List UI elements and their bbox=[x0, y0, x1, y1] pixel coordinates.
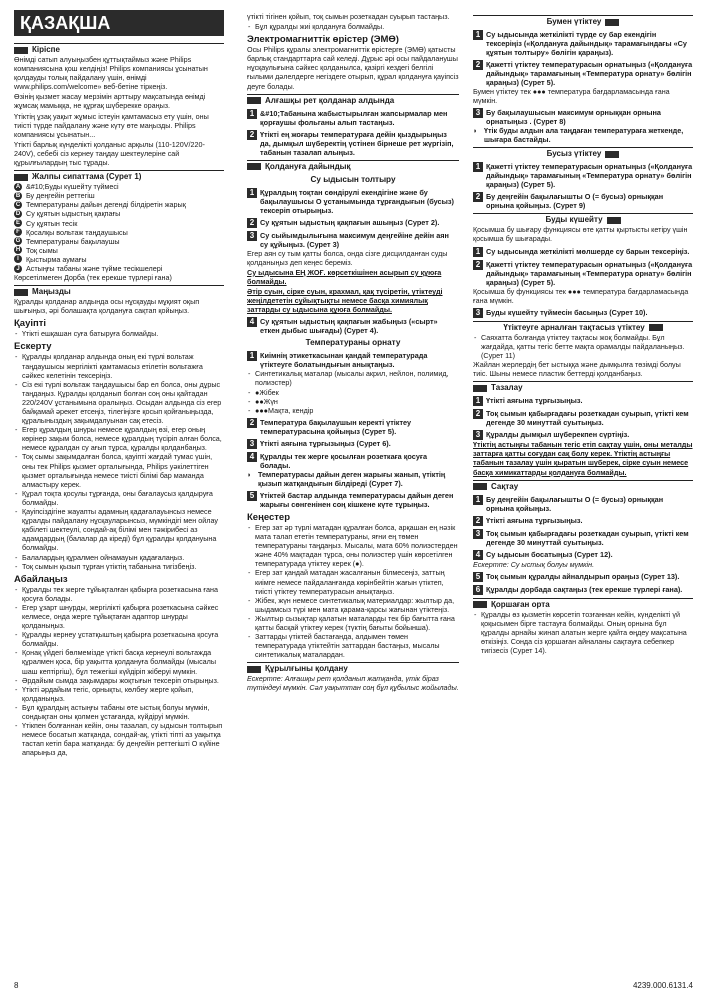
step-number: 3 bbox=[247, 231, 257, 241]
section-heading-text: Қолдануға дайындық bbox=[265, 161, 351, 171]
step-number: 3 bbox=[473, 529, 483, 539]
arrow-icon: ◗ bbox=[247, 469, 252, 479]
part-label: Температураны бақылаушы bbox=[26, 236, 120, 246]
numbered-step bbox=[473, 585, 693, 595]
part-letter: F bbox=[14, 228, 22, 236]
part-letter: G bbox=[15, 238, 21, 245]
section-heading-text: Бусыз үтіктеу bbox=[546, 149, 602, 159]
list-item: - ●●Жүн bbox=[247, 397, 459, 406]
step-text: Құралдың тоқтан сөндірулі екендігіне және бу бақылаушысы О ұстанымында тұрғандығын (бусыз) тексеріп отырыңыз. bbox=[260, 187, 454, 215]
section-heading bbox=[247, 662, 459, 674]
section-heading bbox=[14, 43, 224, 55]
list-item: - Синтетикалық маталар (мысалы акрил, нейлон, полимид, полиэстер) bbox=[247, 369, 459, 387]
arrow-icon: ◗ bbox=[473, 126, 478, 136]
numbered-step bbox=[247, 218, 459, 228]
part-item bbox=[14, 182, 224, 191]
step-text: Үтікті аяғына тұрғызыңыз. bbox=[486, 515, 583, 525]
step-number: 2 bbox=[473, 409, 483, 419]
step-number: 4 bbox=[473, 550, 483, 560]
list-item: - Тоқ сымын қызып тұрған үтіктің табанына тигізбеңіз. bbox=[14, 562, 224, 571]
step-text: Су ыдысында жеткілікті түрде су бар екендігін тексеріңіз («Қолдануға дайындық» тарамағындағы «Су құятын толтыру» бөлігін қараңыз). bbox=[486, 30, 687, 57]
note-text: Ескертпе: Алғашқы рет қолданып жатқанда, үтік біраз түтіндеуі мүмкін. Сәл уақыттан соң бұл құбылыс жойылады. bbox=[247, 674, 459, 693]
subheading: Ескерту bbox=[14, 341, 52, 353]
step-text: Құралды дорбада сақтаңыз (тек ерекше түрлері ғана). bbox=[486, 584, 683, 594]
numbered-step bbox=[473, 409, 693, 427]
step-number: 1 bbox=[473, 30, 483, 40]
part-item bbox=[14, 255, 224, 264]
step-text: Үтікті аяғына тұрғызыңыз. bbox=[486, 396, 583, 406]
part-item bbox=[14, 209, 224, 218]
numbered-step bbox=[473, 516, 693, 526]
part-label: Су құятын тесік bbox=[26, 218, 78, 228]
part-item bbox=[14, 264, 224, 273]
numbered-step bbox=[473, 529, 693, 547]
step-text: Бу бақылаушысын максимум орныққан орнына орнатыңыз . (Сурет 8) bbox=[486, 108, 661, 127]
step-text: Су ыдысында жеткілікті мөлшерде су барын тексеріңіз. bbox=[486, 246, 690, 256]
result-text: Үтік буды алдын ала таңдаған температураға жеткенде, шығара бастайды. bbox=[484, 126, 684, 145]
step-number: 3 bbox=[473, 108, 483, 118]
list-item: - ●Жібек bbox=[247, 388, 459, 397]
heading-bar bbox=[247, 97, 261, 104]
section-heading-text: Сақтау bbox=[491, 481, 519, 491]
step-number: 2 bbox=[247, 130, 257, 140]
heading-bar bbox=[473, 601, 487, 608]
numbered-step bbox=[247, 130, 459, 157]
step-number: 2 bbox=[247, 218, 257, 228]
subsection-heading: Су ыдысын толтыру bbox=[310, 174, 396, 184]
subheading: Қауіпті bbox=[14, 318, 47, 330]
part-letter: H bbox=[15, 247, 21, 254]
page-number: 8 bbox=[14, 981, 19, 990]
subheading: Электромагниттік өрістер (ЭМӨ) bbox=[247, 34, 399, 46]
section-heading-text: Жалпы сипаттама (Сурет 1) bbox=[32, 172, 142, 182]
part-label: Қосалқы вольтаж таңдаушысы bbox=[26, 227, 128, 237]
section-heading bbox=[473, 213, 693, 225]
part-item bbox=[14, 191, 224, 200]
step-text: Тоқ сымын қабырғадағы розеткадан суырып, үтікті кем дегенде 30 минуттай суытыңыз. bbox=[486, 528, 689, 547]
list-item: - Үтікті ешқашан суға батыруға болмайды. bbox=[14, 329, 224, 338]
numbered-step bbox=[473, 260, 693, 287]
list-item: - Жылтыр сызықтар қалатын маталарды тек бір бағытта ғана қатты басқай үтіктеу керек (түктің бағыты бойынша). bbox=[247, 614, 459, 632]
paragraph: Егер аян су тым қатты болса, онда сізге дисцилданған суды қолданыңыз деп кеңес береміз. bbox=[247, 248, 448, 267]
step-number: 1 bbox=[247, 351, 257, 361]
heading-bar bbox=[247, 163, 261, 170]
heading-bar bbox=[14, 289, 28, 296]
section-heading-text: Қоршаған орта bbox=[491, 599, 550, 609]
step-number: 1 bbox=[473, 247, 483, 257]
list-item: - Әрдайым сымда зақымдары жоқтығын тексеріп отырыңыз. bbox=[14, 676, 224, 685]
note-text: Ескертпе: Су ыстық болуы мүмкін. bbox=[473, 559, 595, 569]
step-text: Температура бақылаушын керекті үтіктеу температурасына қойыңыз (Сурет 5). bbox=[260, 417, 412, 436]
part-letter: E bbox=[15, 220, 20, 227]
list-item: - Сіз екі түрлі вольтаж таңдаушысы бар ел болса, оны дұрыс таңдаңыз. Құралды қолданып болған соң оны қайтадан 220/240V ұстанымына оралыңыз. Осыдан алдында сіз егер байқамай әрекет етсеңіз, тілегіңізге қосып қойғаныңызда, құралыныздың зақымдалуынан сақ етесіз. bbox=[14, 380, 224, 425]
step-text: Су ыдысын босатыңыз (Сурет 12). bbox=[486, 549, 613, 559]
part-item bbox=[14, 237, 224, 246]
step-text: Су құятын ыдыстың қақпағын жабыңыз («сырт» еткен дыбыс шығады) (Сурет 4). bbox=[260, 317, 438, 336]
step-number: 2 bbox=[473, 60, 483, 70]
numbered-step bbox=[247, 418, 459, 436]
section-heading bbox=[473, 321, 693, 333]
section-heading-text: Тазалау bbox=[491, 383, 523, 393]
list-item: - Саяхатта болғанда үтіктеу тақтасы жоқ болмайды. Бұл жағдайда, қатты тегіс бетте мақта орамалды пайдаланыңыз. (Сурет 11) bbox=[473, 333, 693, 360]
column-1 bbox=[14, 40, 224, 757]
numbered-step bbox=[247, 491, 459, 509]
section-heading bbox=[14, 285, 224, 297]
step-number: 2 bbox=[473, 260, 483, 270]
column-3 bbox=[473, 12, 693, 655]
step-text: Үтікті аяғына тұрғызыңыз (Сурет 6). bbox=[260, 438, 391, 448]
section-heading bbox=[247, 94, 459, 106]
numbered-step bbox=[247, 351, 459, 369]
part-label: Су құятын ыдыстың қақпағы bbox=[26, 209, 121, 219]
heading-bar bbox=[14, 47, 28, 54]
paragraph: Қосымша бу шығару функциясы өте қатты қыртысты кетіру үшін қосымша бу шығарады. bbox=[473, 225, 688, 244]
part-item bbox=[14, 219, 224, 228]
part-label: Қыстырма аумағы bbox=[26, 254, 87, 264]
list-item: - Қонақ үйдегі бөлмемізде үтікті басқа кернеулі вольтажда құралмен қоса, бір уақытта қолдануға болмайды (мысалы шаш кептіргіш), бұл тежегіші күйдіріп жіберуі мүмкін. bbox=[14, 648, 224, 675]
part-letter: I bbox=[14, 255, 22, 263]
step-text: &#10;Табанына жабыстырылған жапсырмалар мен қорғаушы фольганы алып тастаңыз. bbox=[260, 108, 448, 127]
numbered-step bbox=[247, 109, 459, 127]
numbered-step bbox=[473, 430, 693, 440]
list-item: - Егер зат қандай матадан жасалғанын білмесеңіз, заттың киімге немесе пайдаланғанда көрінбейтін жағын үтіктеп, тиісті үтіктеу температурасын анықтаңыз. bbox=[247, 568, 459, 595]
step-number: 5 bbox=[247, 491, 257, 501]
part-item bbox=[14, 200, 224, 209]
step-number: 3 bbox=[473, 308, 483, 318]
part-item bbox=[14, 228, 224, 237]
step-text: Киімнің этикеткасынан қандай температурада үтіктеуге болатындығын анықтаңыз. bbox=[260, 351, 428, 370]
list-item: - Құралды кернеу ұстатқыштың қабырға розеткасына қосуға болмайды. bbox=[14, 630, 224, 648]
section-heading-text: Маңызды bbox=[32, 287, 71, 297]
heading-bar bbox=[605, 151, 619, 158]
paragraph: үтікті тігінен қойып, тоқ сымын розеткадан суырып тастаңыз. bbox=[247, 12, 450, 21]
step-number: 1 bbox=[473, 162, 483, 172]
heading-bar bbox=[473, 483, 487, 490]
section-heading bbox=[473, 381, 693, 393]
numbered-step bbox=[247, 452, 459, 470]
step-number: 1 bbox=[247, 188, 257, 198]
section-heading bbox=[473, 598, 693, 610]
list-item: - Құралды қолданар алдында оның екі түрлі вольтаж таңдаушысы жергілікті қамтамасыз етілетін вольтажға сәйкес келетінін тексеріңіз. bbox=[14, 352, 224, 379]
part-label: Тоқ сымы bbox=[26, 245, 58, 255]
step-text: Тоқ сымын құралды айналдырып ораңыз (Сурет 13). bbox=[486, 571, 680, 581]
result-note bbox=[473, 126, 693, 144]
section-heading bbox=[473, 15, 693, 27]
step-number: 4 bbox=[247, 452, 257, 462]
warning-text: Су ыдысына ЕҢ ЖОҒ. көрсеткішінен асырып су құюға болмайды. bbox=[247, 267, 442, 286]
part-label: Температураны дайын дегенді білдіретін жарық bbox=[26, 200, 186, 210]
part-letter: D bbox=[15, 210, 21, 217]
part-letter: C bbox=[15, 201, 21, 208]
numbered-step bbox=[473, 396, 693, 406]
paragraph: Құралды қолданар алдында осы нұсқауды мұқият оқып шығыңыз, әрі болашақта қолдануға сақтап қойыңыз. bbox=[14, 297, 200, 316]
numbered-step bbox=[473, 247, 693, 257]
paragraph: Жайлан жерлердің бет ыстыққа және дымқылға төзімді болуы тиіс. Шыны немесе пластик беттерді қолданбаңыз. bbox=[473, 360, 681, 379]
section-heading-text: Алғашқы рет қолданар алдында bbox=[265, 95, 395, 105]
section-heading-text: Кіріспе bbox=[32, 45, 60, 54]
numbered-step bbox=[473, 60, 693, 87]
step-number: 2 bbox=[473, 516, 483, 526]
list-item: - Құралды тек жерге тұйықталған қабырға розеткасына ғана қосуға болады. bbox=[14, 585, 224, 603]
numbered-step bbox=[473, 162, 693, 189]
step-number: 5 bbox=[473, 572, 483, 582]
heading-bar bbox=[605, 19, 619, 26]
list-item: - Бұл құралды жиі қолдануға болмайды. bbox=[247, 22, 459, 31]
step-text: Тоқ сымын қабырғадағы розеткадан суырып, үтікті кем дегенде 30 минуттай суытыңыз. bbox=[486, 409, 689, 428]
part-label: &#10;Буды күшейту түймесі bbox=[26, 182, 119, 192]
paragraph: Осы Philips құралы электромагниттік өрістерге (ЭМӨ) қатысты барлық стандарттарға сай келеді. Дұрыс әрі осы пайдаланушы нұсқаулығына сәйкес қолданылса, қазіргі кездегі белгілі ғылыми дәлелдерге негіздеге отырып, құрал қолдануға қауіпсіз деуге болады. bbox=[247, 45, 459, 91]
language-title: ҚАЗАҚША bbox=[20, 13, 111, 33]
section-heading bbox=[473, 147, 693, 159]
subsection-heading: Температураны орнату bbox=[305, 338, 401, 348]
step-text: Құралды дымқыл шүберекпен сүртіңіз. bbox=[486, 430, 630, 440]
paragraph: Қосымша бу функциясы тек ●●● температура бағдарламасында ғана мүмкін. bbox=[473, 286, 689, 305]
warning-text: Үтіктің астыңғы табанын тегіс етіп сақтау үшін, оны металды заттарға қатты соғудан сақ болу керек. Үтіктің астыңғы табанын тазалау үшін қыратын шүберек, сірке суын немесе басқа химикаттарды қолдануға болмайды. bbox=[473, 440, 693, 477]
numbered-step bbox=[473, 550, 693, 560]
list-item: - Құрал тоқта қосулы тұрғанда, оны бағалаусыз қалдыруға болмайды. bbox=[14, 489, 224, 507]
result-note bbox=[247, 470, 459, 488]
step-text: Қажетті үтіктеу температурасын орнатыңыз («Қолдануға дайындық» тарамағының «Температура орнату» бөлігін қараңыз) (Сурет 5). bbox=[486, 259, 693, 287]
step-number: 1 bbox=[247, 109, 257, 119]
list-item: - Заттарды үтіктей бастағанда, алдымен төмен температурада үтіктейтін заттардан бастаңыз, мысалы синтетикалық маталардан. bbox=[247, 632, 459, 659]
subheading: Кеңестер bbox=[247, 511, 291, 523]
section-heading-text: Үтіктеуге арналған тақтасыз үтіктеу bbox=[503, 322, 645, 332]
numbered-step bbox=[473, 30, 693, 57]
heading-bar bbox=[607, 217, 621, 224]
result-text: Температурасы дайын деген жарығы жанып, үтіктің қызып жатқандығын білдіреді (Сурет 7). bbox=[258, 469, 446, 488]
list-item: - Балалардың құралмен ойнамауын қадағалаңыз. bbox=[14, 553, 224, 562]
step-number: 2 bbox=[247, 418, 257, 428]
paragraph: Үтіктің ұзақ уақыт жұмыс істеуін қамтамасыз ету үшін, оны тиісті түрде пайдалану және күту өте маңызды. Philips компаниясы ұсынатын... bbox=[14, 111, 209, 139]
part-label: Астыңғы табаны және түйме тесікшелері bbox=[26, 263, 163, 273]
step-number: 3 bbox=[247, 439, 257, 449]
section-heading-text: Бумен үтіктеу bbox=[546, 17, 602, 26]
numbered-step bbox=[473, 495, 693, 513]
part-letter: J bbox=[14, 265, 22, 273]
step-text: Бу деңгейін бақылағышты О (= бусыз) орныққан орнына қойыңыз. bbox=[486, 494, 664, 513]
step-number: 6 bbox=[473, 585, 483, 595]
language-banner bbox=[14, 10, 224, 36]
numbered-step bbox=[473, 108, 693, 126]
section-heading-text: Құрылғыны қолдану bbox=[265, 664, 348, 674]
paragraph: Бумен үтіктеу тек ●●● температура бағдарламасында ғана мүмкін. bbox=[473, 87, 670, 106]
step-text: Қажетті үтіктеу температурасын орнатыңыз («Қолдануға дайындық» тарамағының «Температура орнату» бөлігін қараңыз) (Сурет 5). bbox=[486, 60, 693, 87]
numbered-step bbox=[247, 231, 459, 249]
part-letter: B bbox=[15, 192, 21, 199]
numbered-step bbox=[473, 572, 693, 582]
step-text: Су құятын ыдыстың қақпағын ашыңыз (Сурет 2). bbox=[260, 217, 440, 227]
list-item: - Егер құралдың шнуры немесе құралдың өзі, егер оның көрінер зақым болса, немесе құралдың түсіріп алған болса, немесе құралдан су ағып тұрса, құралды қолданбаңыз. bbox=[14, 425, 224, 452]
numbered-step bbox=[247, 439, 459, 449]
list-item: - ●●●Мақта, кендір bbox=[247, 406, 459, 415]
section-heading-text: Буды күшейту bbox=[545, 215, 603, 225]
list-item: - Жібек, жүн немесе синтетикалық материалдар: жылтыр да, шыдамсыз түрі мен мата қарама-қарсы жағынан үтіктеңіз. bbox=[247, 596, 459, 614]
list-item: - Егер ұзарт шнурды, жергілікті қабырға розеткасына сәйкес келмесе, онда жерге тұйықтаған адаптор шнурды қолданыңыз. bbox=[14, 603, 224, 630]
paragraph: Өнімді сатып алуыңызбен құттықтаймыз және Philips компаниясына қош келдіңіз! Philips компаниясы ұсынатын қолдауды толық пайдалану үшін, өнімді www.philips.com/welcome» веб-бетіне тіркеңіз. bbox=[14, 55, 208, 92]
list-item: - Үтікті әрдайым тегіс, орнықты, көлбеу жерге қойып, қолданыңыз. bbox=[14, 685, 224, 703]
step-text: Үтікті ең жоғары температураға дейін қыздырыңыз да, дымқыл шүберектің үстінен бірнеше рет жүргізіп, табанын тазалап алыңыз. bbox=[260, 129, 454, 157]
list-item: - Егер зат әр түрлі матадан құралған болса, арқашан ең нәзік мата талап ететін температураны, яғни ең төмен температураны таңдаңыз. Мысалы, мата 60% полиэстерден және 40% мақтадан тұрса, оны полиэстер үшін көрсетілген температурада үтіктеу керек (●). bbox=[247, 523, 459, 568]
numbered-step bbox=[473, 308, 693, 318]
list-item: - Үтікпен болғаннан кейін, оны тазалап, су ыдысын толтырып немесе босатып жатқанда, сондай-ақ, үтікті тіпті аз уақытқа тастап кетіп бара жатқанда: бу деңгейін реттегішті О күйіне апарыңыз да, bbox=[14, 721, 224, 757]
step-text: Құралды тек жерге қосылған розеткаға қосуға болады. bbox=[260, 451, 427, 470]
column-2 bbox=[247, 12, 459, 694]
step-text: Буды күшейту түймесін басыңыз (Сурет 10). bbox=[486, 307, 648, 317]
paragraph: Өзінің қызмет жасау мерзімін арттыру мақсатында өнімді жұмсақ мамыққа, не құрғақ шүберекке ораңыз. bbox=[14, 92, 206, 111]
list-item: - Құралды өз қызметін көрсетіп тозғаннан кейін, күнделікті үй қоқысымен бірге тастауға болмайды. Оның орнына бұл құралды арнайы жинап алатын жерге қайта өңдеу мақсатына өткізіңіз. Сонда сіз қоршаған айналаны сақтауға себепкер тигізесіз (Сурет 14). bbox=[473, 610, 693, 655]
paragraph: Көрсетілмеген Дорба (тек ерекше түрлері ғана) bbox=[14, 273, 172, 283]
section-heading bbox=[247, 160, 459, 172]
section-heading bbox=[473, 480, 693, 492]
section-heading bbox=[14, 170, 224, 182]
step-number: 1 bbox=[473, 495, 483, 505]
step-text: Бу деңгейін бақылағышты О (= бусыз) орныққан орнына қойыңыз. (Сурет 9) bbox=[486, 192, 664, 211]
step-number: 3 bbox=[473, 430, 483, 440]
heading-bar bbox=[649, 324, 663, 331]
step-text: Қажетті үтіктеу температурасын орнатыңыз («Қолдануға дайындық» тарамағының «Температура орнату» бөлігін қараңыз) (Сурет 5). bbox=[486, 162, 693, 190]
step-number: 1 bbox=[473, 396, 483, 406]
step-text: Үтіктей бастар алдында температурасы дайын деген жарығы сөнгенінен соң кішкене күте тұрыңыз. bbox=[260, 490, 454, 509]
subheading: Абайлаңыз bbox=[14, 573, 68, 585]
part-item bbox=[14, 246, 224, 255]
numbered-step bbox=[473, 192, 693, 210]
numbered-step bbox=[247, 317, 459, 335]
list-item: - Бұл құралдың астыңғы табаны өте ыстық болуы мүмкін, сондықтан оны қолмен ұстағанда, күйдіруі мүмкін. bbox=[14, 703, 224, 721]
heading-bar bbox=[14, 174, 28, 181]
step-number: 2 bbox=[473, 192, 483, 202]
step-number: 4 bbox=[247, 317, 257, 327]
warning-text: Әтір суын, сірке суын, крахмал, қақ түсіретін, үтіктеуді жеңілдететін сұйықтықты немесе басқа химиялық заттарды су ыдысына құюға болмайды. bbox=[247, 287, 443, 315]
part-label: Бу деңгейін реттегіш bbox=[26, 191, 95, 201]
document-code: 4239.000.6131.4 bbox=[632, 981, 693, 990]
list-item: - Қауіпсіздігіне жауапты адамның қадағалауынсыз немесе құралды пайдалану нұсқауларынсыз, мүмкіндігі мен ойлау қабілеті шектеулі, сондай-ақ білімі мен тәжірибесі аз адамдардың (балалар да кіреді) бұл құралды қолдануына болмайды. bbox=[14, 507, 224, 552]
list-item: - Тоқ сымы зақымдалған болса, қауіпті жағдай тумас үшін, оны тек Philips қызмет орталығында, Philips уәкілеттіген қызмет орталығында немесе тиісті білімі бар маманда алмастыру керек. bbox=[14, 452, 224, 488]
part-letter: A bbox=[15, 183, 21, 190]
heading-bar bbox=[247, 666, 261, 673]
paragraph: Үтікті барлық күнделікті қолданыс арқылы (110-120V/220-240V), себебі сіз кернеу таңдау шектеулеріне сай құрылғылардың тыс тұрады. bbox=[14, 139, 205, 168]
heading-bar bbox=[473, 385, 487, 392]
step-text: Су сыйымдылығына максимум деңгейіне дейін аян су құйыңыз. (Сурет 3) bbox=[260, 230, 449, 249]
numbered-step bbox=[247, 188, 459, 215]
